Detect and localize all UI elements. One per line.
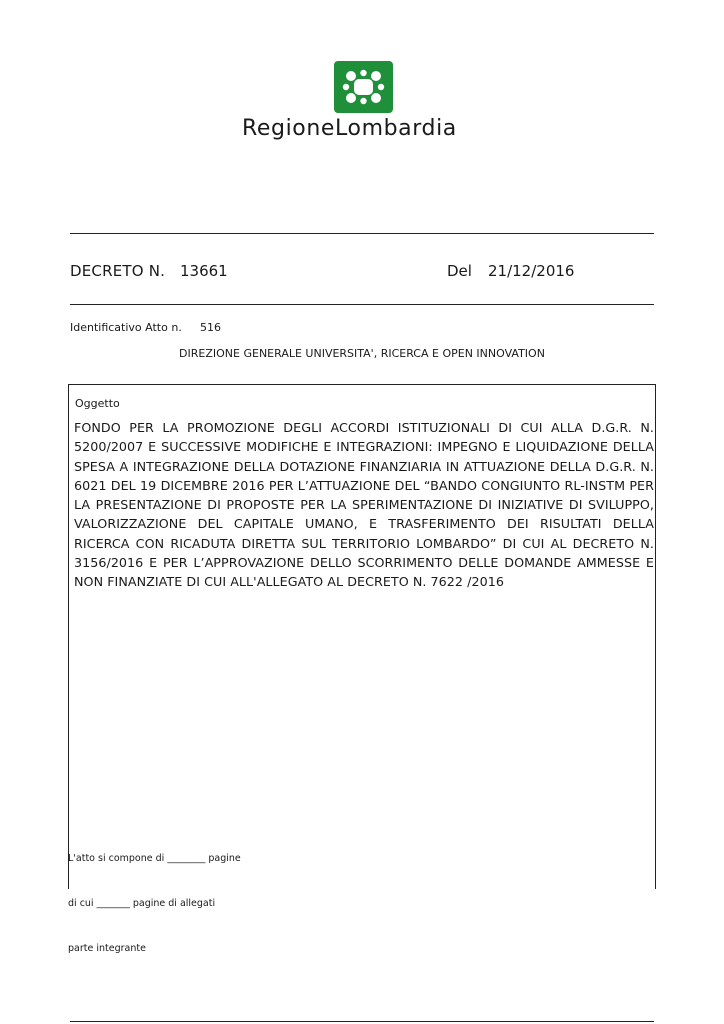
subject-label: Oggetto xyxy=(75,397,120,410)
rosa-camuna-icon xyxy=(334,61,393,113)
attachments-count-line: di cui _______ pagine di allegati xyxy=(68,898,216,909)
decree-date: 21/12/2016 xyxy=(488,262,575,280)
decree-date-label: Del xyxy=(447,262,472,280)
integral-part-label: parte integrante xyxy=(68,943,146,954)
identification-number: 516 xyxy=(200,321,221,334)
decree-number: 13661 xyxy=(180,262,228,280)
middle-rule xyxy=(70,304,654,305)
identification-label: Identificativo Atto n. xyxy=(70,321,182,334)
bottom-rule xyxy=(70,1021,654,1022)
pages-count-line: L'atto si compone di ________ pagine xyxy=(68,853,241,864)
department-name: DIREZIONE GENERALE UNIVERSITA', RICERCA E OPEN INNOVATION xyxy=(179,347,545,360)
decree-label: DECRETO N. xyxy=(70,262,166,280)
logo xyxy=(334,61,393,113)
brand-name: RegioneLombardia xyxy=(242,116,457,141)
top-rule xyxy=(70,233,654,234)
subject-text: FONDO PER LA PROMOZIONE DEGLI ACCORDI ISTITUZIONALI DI CUI ALLA D.G.R. N. 5200/2007 E SUCCESSIVE MODIFICHE E INTEGRAZIONI: IMPEGNO E LIQUIDAZIONE DELLA SPESA A INTEGRAZIONE DELLA DOTAZIONE FINANZIARIA IN ATTUAZIONE DELLA D.G.R. N. 6021 DEL 19 DICEMBRE 2016 PER L’ATTUAZIONE DEL “BANDO CONGIUNTO RL-INSTM PER LA PRESENTAZIONE DI PROPOSTE PER LA SPERIMENTAZIONE DI INIZIATIVE DI SVILUPPO, VALORIZZAZIONE DEL CAPITALE UMANO, E TRASFERIMENTO DEI RISULTATI DELLA RICERCA CON RICADUTA DIRETTA SUL TERRITORIO LOMBARDO” DI CUI AL DECRETO N. 3156/2016 E PER L’APPROVAZIONE DELLO SCORRIMENTO DELLE DOMANDE AMMESSE E NON FINANZIATE DI CUI ALL'ALLEGATO AL DECRETO N. 7622 /2016 xyxy=(74,420,654,590)
